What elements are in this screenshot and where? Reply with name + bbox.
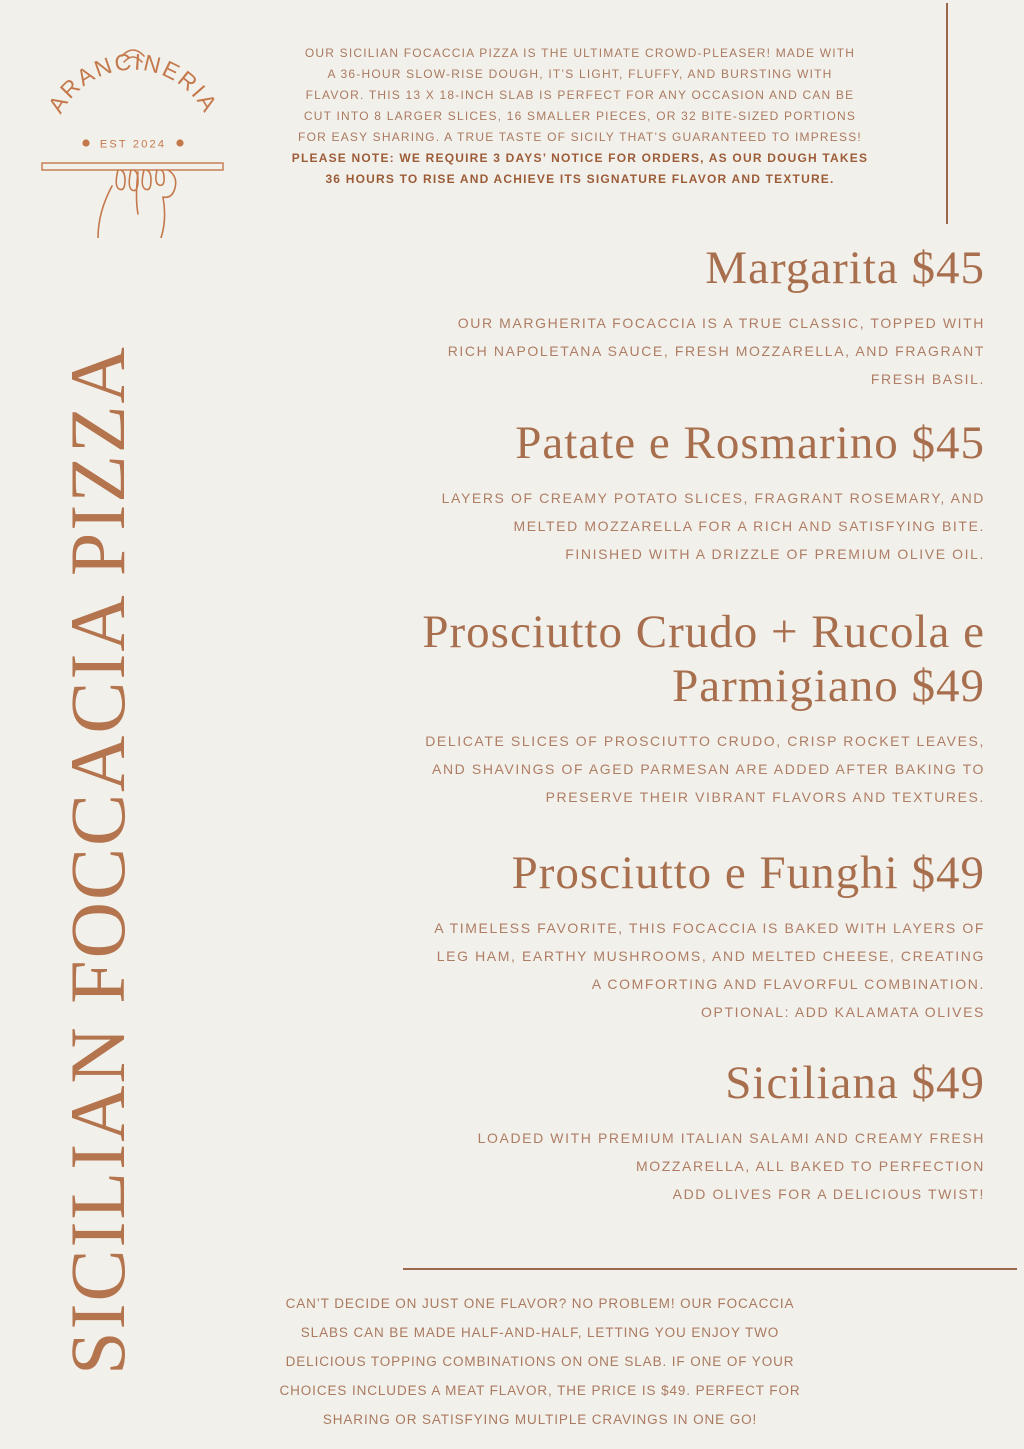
vertical-divider bbox=[946, 3, 948, 224]
established-year: EST 2024 bbox=[99, 138, 167, 151]
description-line: ADD OLIVES FOR A DELICIOUS TWIST! bbox=[672, 1186, 985, 1202]
menu-item-description bbox=[325, 484, 985, 568]
intro-paragraph bbox=[248, 43, 912, 190]
menu-item-description bbox=[325, 1124, 985, 1208]
intro-line: FLAVOR. THIS 13 X 18-INCH SLAB IS PERFECT FOR ANY OCCASION AND CAN BE bbox=[305, 88, 855, 102]
est-dot-right-icon bbox=[176, 139, 183, 146]
page-title: SICILIAN FOCCACIA PIZZA bbox=[54, 345, 141, 1375]
menu-item-description bbox=[325, 727, 985, 811]
intro-line: A 36-HOUR SLOW-RISE DOUGH, IT’S LIGHT, FLUFFY, AND BURSTING WITH bbox=[327, 67, 833, 81]
menu-item-margarita bbox=[325, 241, 985, 393]
description-line: DELICATE SLICES OF PROSCIUTTO CRUDO, CRISP ROCKET LEAVES, bbox=[425, 733, 985, 749]
intro-line: OUR SICILIAN FOCACCIA PIZZA IS THE ULTIMATE CROWD-PLEASER! MADE WITH bbox=[304, 46, 856, 60]
footer-line: SHARING OR SATISFYING MULTIPLE CRAVINGS IN ONE GO! bbox=[322, 1412, 758, 1427]
menu-item-prosciutto-crudo-rucola-parmigiano bbox=[325, 605, 985, 811]
menu-item-heading: Margarita $45 bbox=[705, 242, 985, 294]
intro-notice-line: 36 HOURS TO RISE AND ACHIEVE ITS SIGNATURE FLAVOR AND TEXTURE. bbox=[325, 172, 835, 186]
menu-item-heading: Prosciutto Crudo + Rucola e bbox=[422, 606, 985, 658]
description-line: RICH NAPOLETANA SAUCE, FRESH MOZZARELLA, AND FRAGRANT bbox=[447, 343, 985, 359]
description-line: FRESH BASIL. bbox=[870, 371, 985, 387]
brand-name: ARANCINERIA bbox=[42, 48, 224, 118]
footer-line: CHOICES INCLUDES A MEAT FLAVOR, THE PRICE IS $49. PERFECT FOR bbox=[279, 1383, 801, 1398]
intro-notice-line: PLEASE NOTE: WE REQUIRE 3 DAYS’ NOTICE FOR ORDERS, AS OUR DOUGH TAKES bbox=[291, 151, 869, 165]
description-line: LAYERS OF CREAMY POTATO SLICES, FRAGRANT ROSEMARY, AND bbox=[441, 490, 985, 506]
description-line: PRESERVE THEIR VIBRANT FLAVORS AND TEXTURES. bbox=[545, 789, 985, 805]
description-line: OPTIONAL: ADD KALAMATA OLIVES bbox=[701, 1004, 985, 1020]
description-line: OUR MARGHERITA FOCACCIA IS A TRUE CLASSIC, TOPPED WITH bbox=[457, 315, 985, 331]
description-line: MELTED MOZZARELLA FOR A RICH AND SATISFYING BITE. bbox=[513, 518, 985, 534]
est-dot-left-icon bbox=[82, 139, 89, 146]
hand-holding-tray-icon bbox=[34, 36, 232, 238]
menu-item-heading: Patate e Rosmarino $45 bbox=[515, 417, 985, 469]
intro-line: FOR EASY SHARING. A TRUE TASTE OF SICILY THAT’S GUARANTEED TO IMPRESS! bbox=[298, 130, 862, 144]
description-line: AND SHAVINGS OF AGED PARMESAN ARE ADDED AFTER BAKING TO bbox=[432, 761, 985, 777]
menu-item-heading: Siciliana $49 bbox=[725, 1057, 985, 1109]
description-line: LEG HAM, EARTHY MUSHROOMS, AND MELTED CHEESE, CREATING bbox=[436, 948, 985, 964]
footer-line: CAN’T DECIDE ON JUST ONE FLAVOR? NO PROBLEM! OUR FOCACCIA bbox=[285, 1296, 795, 1311]
description-line: FINISHED WITH A DRIZZLE OF PREMIUM OLIVE OIL. bbox=[565, 546, 985, 562]
menu-item-description bbox=[325, 914, 985, 1026]
menu-item-prosciutto-e-funghi bbox=[325, 846, 985, 1026]
tray-icon bbox=[42, 163, 223, 170]
brand-logo bbox=[34, 36, 232, 238]
menu-item-patate-e-rosmarino bbox=[325, 416, 985, 568]
description-line: MOZZARELLA, ALL BAKED TO PERFECTION bbox=[635, 1158, 985, 1174]
menu-item-heading: Prosciutto e Funghi $49 bbox=[511, 847, 985, 899]
half-and-half-note bbox=[188, 1289, 892, 1434]
description-line: LOADED WITH PREMIUM ITALIAN SALAMI AND CREAMY FRESH bbox=[477, 1130, 985, 1146]
menu-item-heading: Parmigiano $49 bbox=[672, 660, 985, 712]
menu-item-description bbox=[325, 309, 985, 393]
footer-line: SLABS CAN BE MADE HALF-AND-HALF, LETTING YOU ENJOY TWO bbox=[300, 1325, 780, 1340]
footer-line: DELICIOUS TOPPING COMBINATIONS ON ONE SLAB. IF ONE OF YOUR bbox=[285, 1354, 795, 1369]
menu-item-siciliana bbox=[325, 1056, 985, 1208]
intro-line: CUT INTO 8 LARGER SLICES, 16 SMALLER PIECES, OR 32 BITE-SIZED PORTIONS bbox=[303, 109, 857, 123]
horizontal-divider bbox=[403, 1268, 1017, 1270]
description-line: A COMFORTING AND FLAVORFUL COMBINATION. bbox=[591, 976, 985, 992]
description-line: A TIMELESS FAVORITE, THIS FOCACCIA IS BAKED WITH LAYERS OF bbox=[434, 920, 985, 936]
